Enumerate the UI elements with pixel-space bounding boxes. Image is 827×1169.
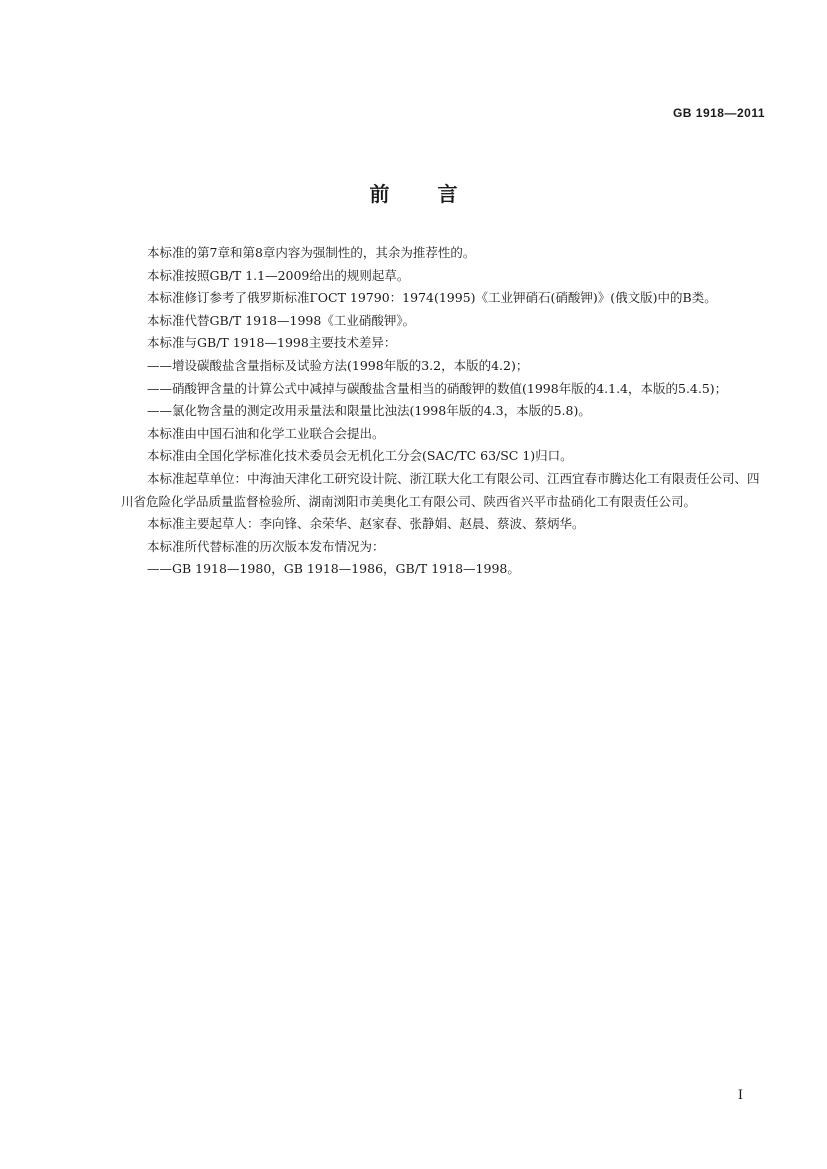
- history-item: ——GB 1918—1980，GB 1918—1986，GB/T 1918—1998。: [147, 561, 520, 577]
- paragraph-centralized-by: 本标准由全国化学标准化技术委员会无机化工分会(SAC/TC 63/SC 1)归口。: [147, 448, 573, 464]
- document-code: GB 1918—2011: [672, 106, 765, 120]
- page-number: I: [737, 1088, 743, 1103]
- paragraph-replaces: 本标准代替GB/T 1918—1998《工业硝酸钾》。: [147, 312, 416, 328]
- paragraph-mandatory-chapters: 本标准的第7章和第8章内容为强制性的，其余为推荐性的。: [147, 245, 476, 260]
- page-title: 前言: [369, 182, 506, 206]
- paragraph-history-intro: 本标准所代替标准的历次版本发布情况为：: [147, 538, 385, 554]
- paragraph-drafting-rules: 本标准按照GB/T 1.1—2009给出的规则起草。: [147, 267, 410, 283]
- difference-item: ——氯化物含量的测定改用汞量法和限量比浊法(1998年版的4.3，本版的5.8)。: [147, 403, 591, 419]
- difference-item: ——增设碳酸盐含量指标及试验方法(1998年版的3.2，本版的4.2)；: [147, 357, 529, 373]
- paragraph-drafting-units: 本标准起草单位：中海油天津化工研究设计院、浙江联大化工有限公司、江西宜春市腾达化工有限责任公司、四川省危险化学品质量监督检验所、湖南浏阳市美奥化工有限公司、陕西省兴平市盐硝化工有限责任公司。: [121, 470, 760, 509]
- paragraph-differences-intro: 本标准与GB/T 1918—1998主要技术差异：: [147, 335, 397, 351]
- paragraph-proposed-by: 本标准由中国石油和化学工业联合会提出。: [147, 425, 385, 441]
- foreword-body: [121, 242, 765, 581]
- paragraph-main-drafters: 本标准主要起草人：李向锋、余荣华、赵家春、张静娟、赵晨、蔡波、蔡炳华。: [147, 516, 585, 532]
- difference-item: ——硝酸钾含量的计算公式中减掉与碳酸盐含量相当的硝酸钾的数值(1998年版的4.1.4，本版的5.4.5)；: [147, 380, 728, 396]
- paragraph-reference-standard: 本标准修订参考了俄罗斯标准ГОСТ 19790：1974(1995)《工业钾硝石(硝酸钾)》(俄文版)中的B类。: [147, 290, 717, 306]
